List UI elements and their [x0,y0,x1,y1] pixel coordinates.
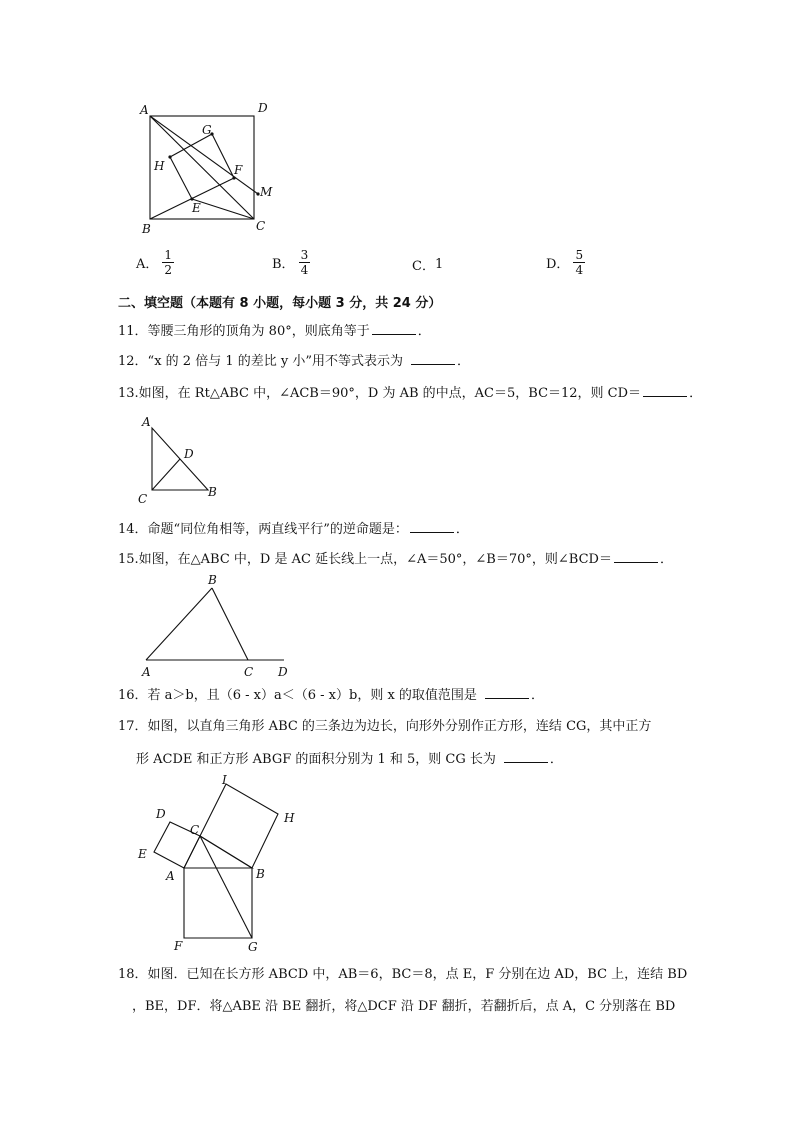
q15-text: 15.如图，在△ABC 中，D 是 AC 延长线上一点，∠A＝50°，∠B＝70°，则∠BCD＝ [118,552,612,567]
question-15 [118,550,673,569]
label-g: G [202,123,212,137]
q17-answer-blank[interactable] [504,750,548,763]
side-ab [146,588,212,660]
option-b [272,248,310,277]
label-c: C [244,665,254,679]
label-b: B [142,222,151,236]
q12-answer-blank[interactable] [411,352,455,365]
segment-cg [200,836,252,938]
q15-answer-blank[interactable] [614,550,658,563]
q16-text: 16．若 a＞b，且（6 - x）a＜（6 - x）b，则 x 的取值范围是 [118,688,477,703]
option-d-fraction [573,248,585,277]
option-d-num: 5 [575,248,584,262]
q11-answer-blank[interactable] [372,322,416,335]
label-b: B [208,573,217,587]
label-b: B [208,485,217,499]
label-h: H [284,811,295,825]
label-f: F [234,163,243,177]
q17-squares-figure [132,770,312,958]
option-b-fraction [299,248,311,277]
q15-triangle-figure [138,570,298,680]
label-d: D [278,665,288,679]
label-m: M [260,185,273,199]
q11-end: ． [417,324,431,339]
q11-text: 11．等腰三角形的顶角为 80°，则底角等于 [118,324,370,339]
option-d [546,248,585,277]
label-c: C [138,492,148,506]
label-g: G [248,940,258,954]
question-14 [118,520,469,539]
label-h: H [154,159,165,173]
label-i: I [222,773,227,787]
segment-he [170,157,192,199]
label-d: D [156,807,166,821]
question-17-line-2 [136,750,563,769]
q12-text: 12．“x 的 2 倍与 1 的差比 y 小”用不等式表示为 [118,354,403,369]
q14-answer-blank[interactable] [410,520,454,533]
label-e: E [138,847,147,861]
label-a: A [166,869,175,883]
option-c [412,255,443,274]
label-b: B [256,867,265,881]
q16-end: ． [530,688,544,703]
triangle-abc [184,836,252,868]
option-d-letter: D． [546,257,570,272]
label-c: C [190,823,200,837]
q17-end: ． [549,752,563,767]
label-d: D [184,447,194,461]
label-a: A [142,665,151,679]
q16-answer-blank[interactable] [485,686,529,699]
question-12 [118,352,470,371]
option-c-letter: C． [412,259,435,274]
q15-end: ． [659,552,673,567]
side-bc [212,588,248,660]
q14-text: 14．命题“同位角相等，两直线平行”的逆命题是： [118,522,408,537]
q13-triangle-figure [132,412,232,508]
label-c: C [256,219,266,233]
option-a-letter: A． [136,257,159,272]
option-b-letter: B． [272,257,295,272]
option-a-fraction [162,248,174,277]
label-e: E [192,201,201,215]
segment-ec [192,199,254,219]
square-bchi [200,784,278,868]
option-a [136,248,174,277]
option-a-num: 1 [164,248,173,262]
label-f: F [174,939,183,953]
q13-text: 13.如图，在 Rt△ABC 中，∠ACB＝90°，D 为 AB 的中点，AC＝5，BC＝12，则 CD＝ [118,386,642,401]
median-cd [152,459,180,490]
q10-square-figure [130,96,290,236]
q14-end: ． [455,522,469,537]
segment-gf [212,134,234,178]
square-abgf [184,868,252,938]
question-16 [118,686,544,705]
question-17-line-1: 17．如图，以直角三角形 ABC 的三条边为边长，向形外分别作正方形，连结 CG，其中正方 [118,719,652,734]
q17-text: 形 ACDE 和正方形 ABGF 的面积分别为 1 和 5，则 CG 长为 [136,752,496,767]
section-title: 二、填空题（本题有 8 小题，每小题 3 分，共 24 分） [118,296,442,311]
question-18-line-1: 18．如图．已知在长方形 ABCD 中，AB＝6，BC＝8，点 E，F 分别在边 AD，BC 上，连结 BD [118,967,688,982]
question-11 [118,322,431,341]
option-a-den: 2 [164,263,173,277]
label-d: D [258,101,268,115]
option-c-value: 1 [434,257,444,272]
segment-gh [170,134,212,157]
question-13 [118,384,702,403]
label-a: A [142,415,151,429]
label-a: A [140,103,149,117]
option-b-den: 4 [300,263,309,277]
option-d-den: 4 [575,263,584,277]
question-18-line-2: ，BE，DF．将△ABE 沿 BE 翻折，将△DCF 沿 DF 翻折，若翻折后，点 A，C 分别落在 BD [132,999,676,1014]
q12-end: ． [456,354,470,369]
option-b-num: 3 [300,248,309,262]
q13-end: ． [689,386,703,401]
q13-answer-blank[interactable] [643,384,687,397]
